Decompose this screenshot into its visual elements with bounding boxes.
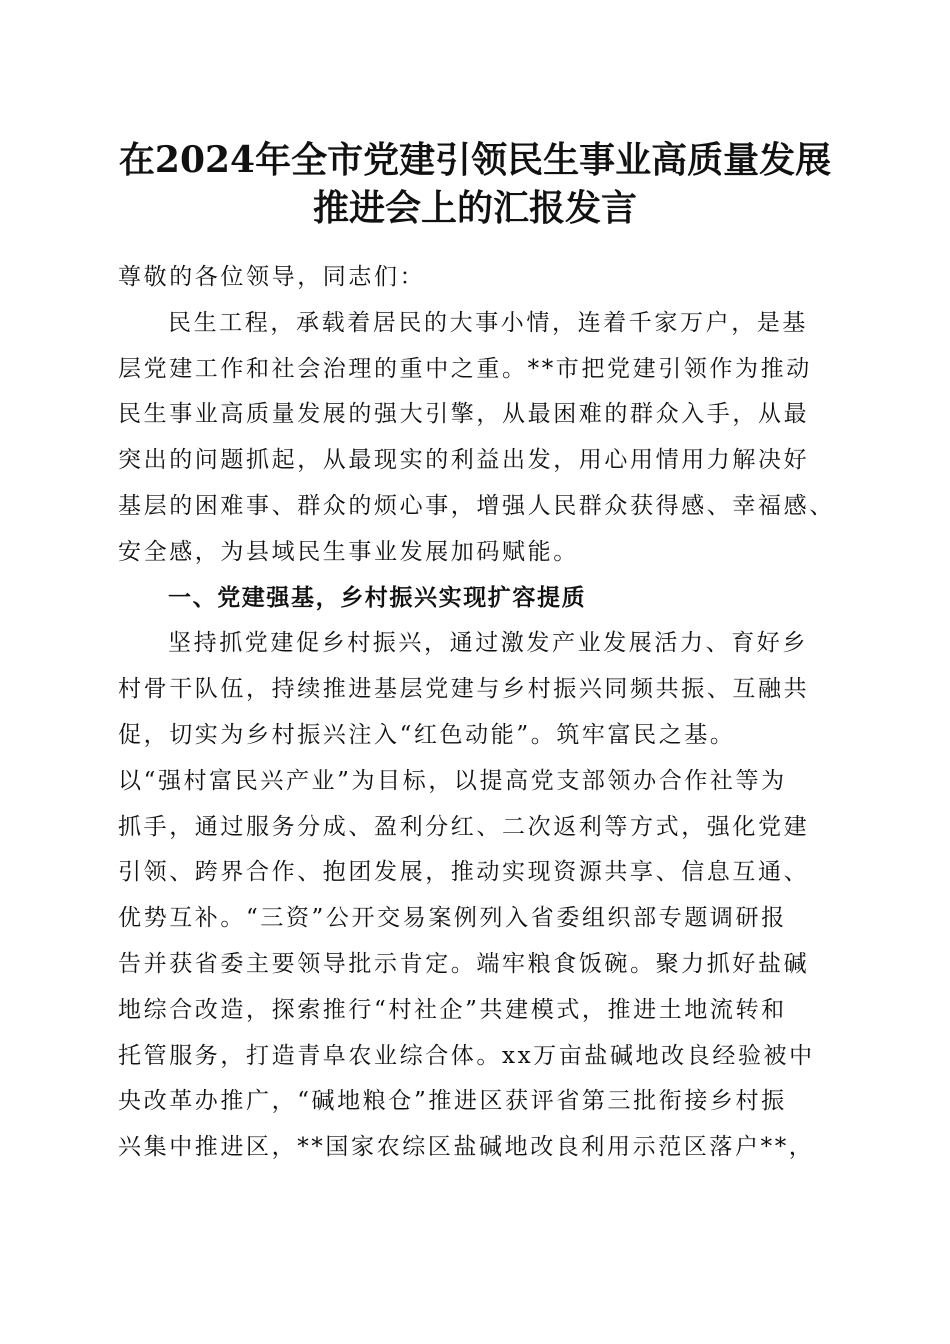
document-title-line-1: 在2024年全市党建引领民生事业高质量发展 <box>118 139 832 181</box>
paragraph-line: 引领、跨界合作、抱团发展，推动实现资源共享、信息互通、 <box>118 859 810 886</box>
paragraph-line: 层党建工作和社会治理的重中之重。**市把党建引领作为推动 <box>118 355 812 382</box>
paragraph-line: 突出的问题抓起，从最现实的利益出发，用心用情用力解决好 <box>118 447 810 474</box>
paragraph-line: 促，切实为乡村振兴注入“红色动能”。筑牢富民之基。 <box>118 722 736 748</box>
paragraph-line: 兴集中推进区，**国家农综区盐碱地改良利用示范区落户**， <box>118 1134 815 1161</box>
paragraph-line: 安全感，为县域民生事业发展加码赋能。 <box>118 538 579 565</box>
paragraph-line: 民生事业高质量发展的强大引擎，从最困难的群众入手，从最 <box>118 401 810 428</box>
document-title-line-2: 推进会上的汇报发言 <box>312 187 637 229</box>
paragraph-line: 地综合改造，探索推行“村社企”共建模式，推进土地流转和 <box>118 996 787 1023</box>
paragraph-line: 坚持抓党建促乡村振兴，通过激发产业发展活力、育好乡 <box>168 630 808 657</box>
paragraph-line: 抓手，通过服务分成、盈利分红、二次返利等方式，强化党建 <box>118 813 810 840</box>
paragraph-line: 尊敬的各位领导，同志们： <box>118 264 426 290</box>
paragraph-line: 央改革办推广，“碱地粮仓”推进区获评省第三批衔接乡村振 <box>118 1088 787 1115</box>
paragraph-line: 基层的困难事、群众的烦心事，增强人民群众获得感、幸福感、 <box>118 493 835 519</box>
paragraph-line: 民生工程，承载着居民的大事小情，连着千家万户，是基 <box>168 309 808 336</box>
paragraph-line: 以“强村富民兴产业”为目标，以提高党支部领办合作社等为 <box>118 767 787 794</box>
paragraph-line: 托管服务，打造青阜农业综合体。xx万亩盐碱地改良经验被中 <box>118 1042 815 1069</box>
paragraph-line: 村骨干队伍，持续推进基层党建与乡村振兴同频共振、互融共 <box>118 676 810 703</box>
section-heading: 一、党建强基，乡村振兴实现扩容提质 <box>168 584 587 611</box>
paragraph-line: 优势互补。“三资”公开交易案例列入省委组织部专题调研报 <box>118 905 787 932</box>
paragraph-line: 告并获省委主要领导批示肯定。端牢粮食饭碗。聚力抓好盐碱 <box>118 951 810 977</box>
